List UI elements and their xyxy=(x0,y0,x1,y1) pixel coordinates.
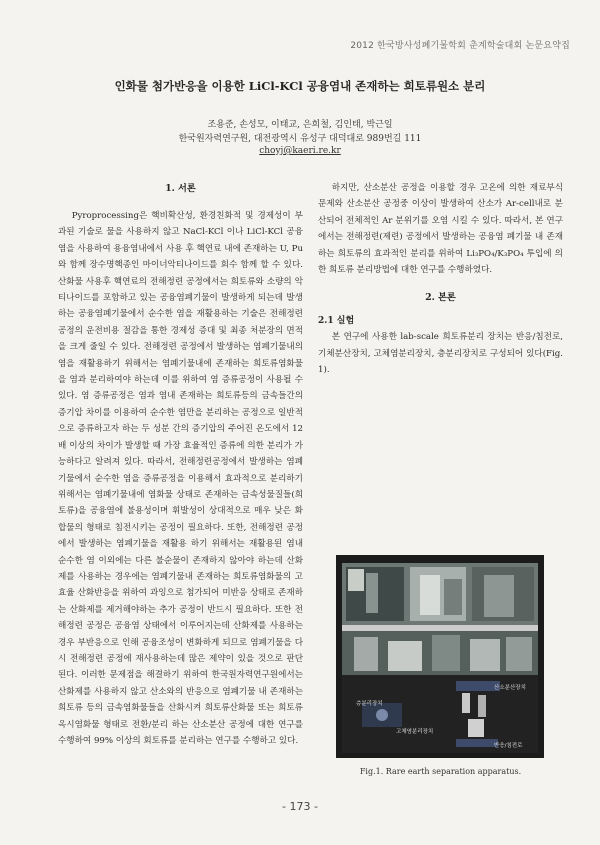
figure-label-layer: 층분리장치 xyxy=(356,701,383,707)
apparatus-photo-illustration xyxy=(336,555,544,758)
section-1-heading: 1. 서론 xyxy=(165,183,196,194)
section-1-heading-wrap xyxy=(58,180,303,194)
left-column xyxy=(58,208,303,749)
figure-label-oxygen: 산소분산장치 xyxy=(494,685,526,691)
author-list: 조용준, 손성모, 이태교, 은희철, 김인태, 박근일 xyxy=(207,120,393,130)
page-number: - 173 - xyxy=(282,800,318,813)
email-link[interactable]: choyj@kaeri.re.kr xyxy=(259,146,341,156)
intro-text-1: Pyroprocessing은 핵비확산성, 환경친화적 및 경제성이 부과된 기술로 물을 사용하지 않고 NaCl-KCl 이나 LiCl-KCl 공융염을 사용하여 용융염내에서 사용 후 핵연료 내에 존재하는 U, Pu 와 함께 장수명핵종인 마이너악티나이드를 회수 함께 할 수 있다. 산화물 사용후 핵연료의 전해정련 공정에서는 희토류와 소량의 악티나이드를 포함하고 있는 공융염폐기물이 발생하게 되는데 발생하는 공융염폐기물에서 순수한 염을 재활용하는 기술은 전해정련 공정의 운전비용 절감을 통한 경제성 증대 및 최종 처분장의 면적을 크게 줄일 수 있다. 전해정련 공정에서 발생하는 염폐기물내의 염을 재활용하기 위해서는 염폐기물내에 존재하는 희토류염화물을 염과 분리하여야 하는데 이를 위하여 염 증류공정이 사용될 수 있다. 염 증류공정은 염과 염내 존재하는 희토류등의 금속들간의 증기압 차이를 이용하여 순수한 염만을 분리하는 공정으로 일반적으로 증류하고자 하는 두 성분 간의 증기압의 주어진 온도에서 12배 이상의 차이가 발생할 때 가장 효율적인 증류에 의한 분리가 가능하다고 알려져 있다. 따라서, 전해정련공정에서 발생하는 염폐기물에서 순수한 염을 증류공정을 이용해서 효과적으로 분리하기 위해서는 염폐기물내에 염화물 상태로 존재하는 금속성물질들(희토류)을 공융염에 불용성이며 휘발성이 상대적으로 매우 낮은 화합물의 형태로 침전시키는 공정이 필요하다. 또한, 전해정련 공정에서 발생하는 염폐기물을 재활용 하기 위해서는 재활용된 염내 순수한 염 이외에는 다른 불순물이 존재하지 않아야 하는데 산화제를 사용하는 경우에는 염폐기물내 존재하는 희토류염화물의 고효율 산화반응을 위하여 과잉으로 첨가되어 미반응 상태로 존재하는 산화제를 제거해야하는 추가 공정이 반드시 필요하다. 또한 전해정련 공정은 공융염 상태에서 이루어지는데 산화제를 사용하는 경우 부반응으로 인해 공융조성이 변화하게 되므로 염폐기물을 다시 전해정련 공정에 재사용하는데 많은 제약이 있을 것으로 판단된다. 이러한 문제점을 해결하기 위하여 한국원자력연구원에서는 산화제를 사용하지 않고 산소와의 반응으로 염폐기물 내 존재하는 희토류 등의 금속염화물들을 산화시켜 희토류산화물 또는 희토류 옥시염화물 형태로 전환/분리 하는 산소분산 공정에 대한 연구를 수행하여 99% 이상의 회토류를 분리하는 연구를 수행하고 있다. xyxy=(58,211,303,746)
figure-caption: Fig.1. Rare earth separation apparatus. xyxy=(359,767,522,776)
section-2-heading: 2. 본론 xyxy=(425,292,456,304)
figure-label-solid-salt: 고체염분리장치 xyxy=(396,729,434,735)
apparatus-photo xyxy=(336,555,544,758)
figure-label-reactor: 반응/침전로 xyxy=(494,743,523,749)
intro-paragraph-1a xyxy=(58,208,303,749)
affiliation: 한국원자력연구원, 대전광역시 유성구 대덕대로 989번길 111 xyxy=(178,134,422,144)
subsection-2-1-heading: 2.1 실험 xyxy=(318,315,355,326)
email-line xyxy=(0,146,600,156)
intro-paragraph-2: 하지만, 산소분산 공정을 이용할 경우 고온에 의한 재료부식 문제와 산소분산 공정중 이상이 발생하여 산소가 Ar-cell내로 분산되어 전체적인 Ar 분위기를 오염 시킬 수 있다. 따라서, 본 연구에서는 전해정련(제련) 공정에서 발생하는 공융염 폐기물 내 존재하는 희토류의 효과적인 분리를 위하여 Li₃PO₄/K₃PO₄ 투입에 의한 희토류 분리방법에 대한 연구를 수행하였다. xyxy=(318,183,563,276)
method-paragraph: 본 연구에 사용한 lab-scale 희토류분리 장치는 반응/침전로, 기체분산장치, 고체염분리장치, 층분리장치로 구성되어 있다(Fig. 1). xyxy=(318,332,563,376)
paper-title: 인화물 첨가반응을 이용한 LiCl-KCl 공융염내 존재하는 희토류원소 분리 xyxy=(114,79,486,93)
right-column xyxy=(318,180,563,378)
running-header: 2012 한국방사성폐기물학회 춘계학술대회 논문요약집 xyxy=(350,41,570,51)
